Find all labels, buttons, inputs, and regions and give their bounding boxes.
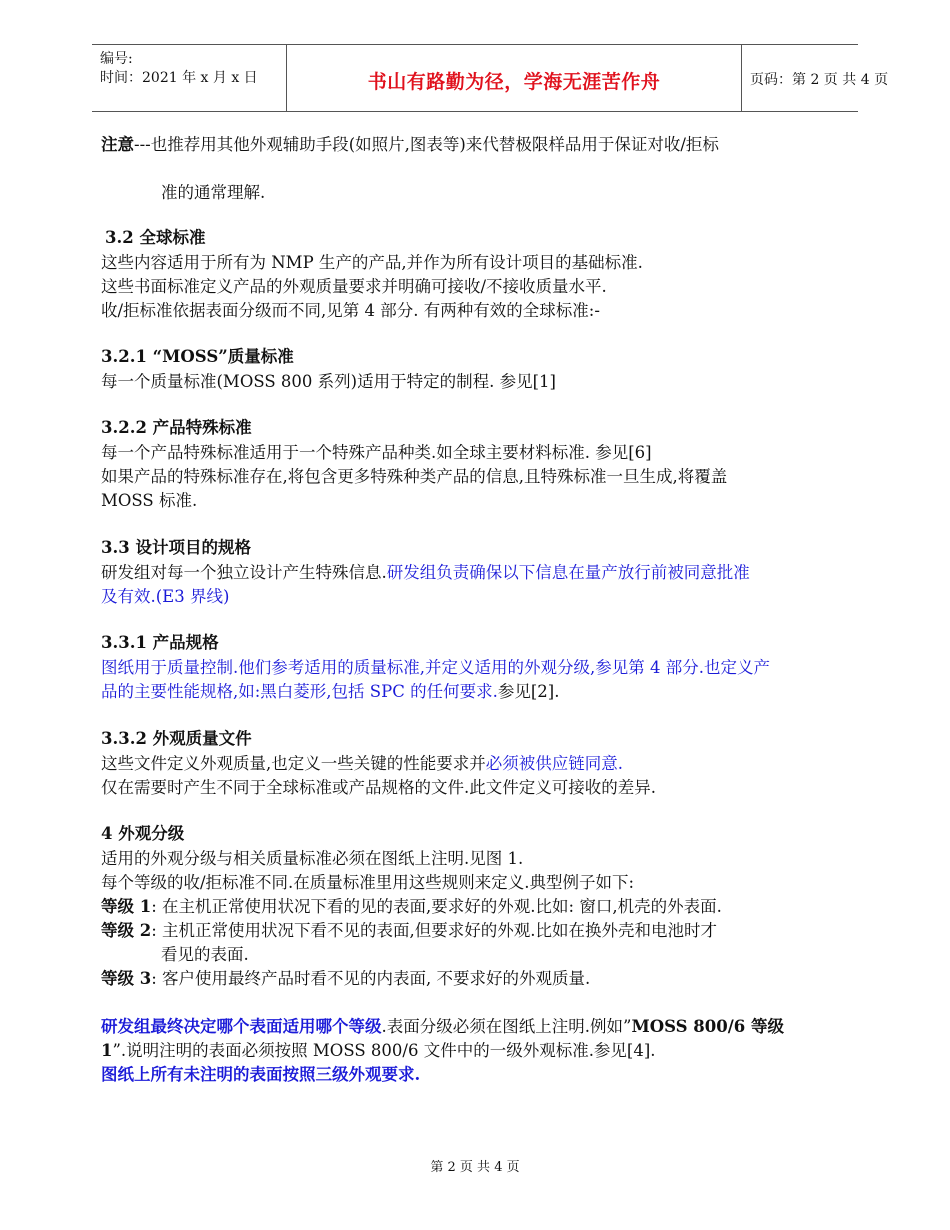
section-3-3-1-line-2 — [101, 681, 559, 703]
section-3-2-1-line-1: 每一个质量标准(MOSS 800 系列)适用于特定的制程. 参见[1] — [101, 372, 556, 391]
section-3-2-2-heading: 3.2.2 产品特殊标准 — [101, 418, 252, 437]
grade-2-line — [101, 920, 717, 942]
section-4-line-1: 适用的外观分级与相关质量标准必须在图纸上注明.见图 1. — [101, 849, 524, 868]
final-line-1 — [101, 1016, 784, 1038]
section-3-3-1-line-2-highlight: 品的主要性能规格,如:黑白菱形,包括 SPC 的任何要求. — [101, 682, 498, 701]
grade-1-label: 等级 1 — [101, 897, 152, 916]
grade-3-label: 等级 3 — [101, 969, 152, 988]
section-3-3-line-1-highlight: 研发组负责确保以下信息在量产放行前被同意批准 — [386, 563, 750, 582]
section-3-3-1-line-2-plain: 参见[2]. — [497, 682, 560, 701]
final-line-2 — [101, 1040, 656, 1062]
note-continuation: 准的通常理解. — [161, 183, 266, 202]
section-3-2-line-1: 这些内容适用于所有为 NMP 生产的产品,并作为所有设计项目的基础标准. — [101, 253, 643, 272]
final-line-1-plain: .表面分级必须在图纸上注明.例如” — [381, 1017, 632, 1036]
grade-1-text: : 在主机正常使用状况下看的见的表面,要求好的外观.比如: 窗口,机壳的外表面. — [151, 897, 722, 916]
section-3-3-heading: 3.3 设计项目的规格 — [101, 538, 251, 557]
section-3-2-line-3: 收/拒标准依据表面分级而不同,见第 4 部分. 有两种有效的全球标准:- — [101, 301, 600, 320]
section-3-2-2-line-2: 如果产品的特殊标准存在,将包含更多特殊种类产品的信息,且特殊标准一旦生成,将覆盖 — [101, 467, 728, 486]
page-header-table — [92, 44, 889, 112]
header-meta-cell — [92, 45, 286, 111]
final-line-2-plain: ”.说明注明的表面必须按照 MOSS 800/6 文件中的一级外观标准.参见[4]. — [112, 1041, 656, 1060]
header-page-cell — [740, 45, 889, 111]
section-3-2-2-line-3: MOSS 标准. — [101, 491, 198, 510]
section-3-3-2-heading: 3.3.2 外观质量文件 — [101, 729, 252, 748]
section-3-3-2-line-1 — [101, 753, 623, 775]
section-4-line-2: 每个等级的收/拒标准不同.在质量标准里用这些规则来定义.典型例子如下: — [101, 873, 635, 892]
motto: 书山有路勤为径，学海无涯苦作舟 — [367, 71, 661, 93]
grade-3-text: : 客户使用最终产品时看不见的内表面, 不要求好的外观质量. — [151, 969, 591, 988]
note-label: 注意 — [101, 135, 134, 154]
section-3-2-line-2: 这些书面标准定义产品的外观质量要求并明确可接收/不接收质量水平. — [101, 277, 607, 296]
final-line-3: 图纸上所有未注明的表面按照三级外观要求. — [101, 1065, 421, 1084]
page-footer: 第 2 页 共 4 页 — [430, 1160, 520, 1175]
grade-2-label: 等级 2 — [101, 921, 152, 940]
section-3-3-2-line-1-highlight: 必须被供应链同意. — [485, 754, 623, 773]
final-line-1-bold: MOSS 800/6 等级 — [631, 1017, 784, 1036]
grade-1-line — [101, 896, 722, 918]
header-motto-cell — [286, 45, 742, 111]
note-line — [101, 134, 719, 156]
grade-2-text: : 主机正常使用状况下看不见的表面,但要求好的外观.比如在换外壳和电池时才 — [151, 921, 718, 940]
number-label: 编号: — [100, 51, 133, 67]
section-3-2-1-heading: 3.2.1 “MOSS”质量标准 — [101, 347, 294, 366]
section-3-3-1-heading: 3.3.1 产品规格 — [101, 633, 219, 652]
section-3-3-1-line-1: 图纸用于质量控制.他们参考适用的质量标准,并定义适用的外观分级,参见第 4 部分.也定义产 — [101, 658, 770, 677]
page-info: 页码：第 2 页 共 4 页 — [750, 72, 889, 88]
section-3-3-line-1 — [101, 562, 750, 584]
section-3-3-2-line-1-plain: 这些文件定义外观质量,也定义一些关键的性能要求并 — [101, 754, 486, 773]
section-3-3-2-line-2: 仅在需要时产生不同于全球标准或产品规格的文件.此文件定义可接收的差异. — [101, 778, 656, 797]
section-3-2-2-line-1: 每一个产品特殊标准适用于一个特殊产品种类.如全球主要材料标准. 参见[6] — [101, 443, 652, 462]
section-3-3-line-1-plain: 研发组对每一个独立设计产生特殊信息. — [101, 563, 387, 582]
section-4-heading: 4 外观分级 — [101, 824, 185, 843]
grade-2-continuation: 看见的表面. — [161, 945, 249, 964]
note-text: ---也推荐用其他外观辅助手段(如照片,图表等)来代替极限样品用于保证对收/拒标 — [134, 135, 719, 154]
section-3-3-line-2: 及有效.(E3 界线) — [101, 587, 230, 606]
final-line-1-highlight: 研发组最终决定哪个表面适用哪个等级 — [101, 1017, 382, 1036]
final-line-2-bold: 1 — [101, 1041, 113, 1060]
section-3-2-heading: 3.2 全球标准 — [105, 228, 206, 247]
time-label: 时间：2021 年 x 月 x 日 — [100, 70, 258, 86]
grade-3-line — [101, 968, 590, 990]
